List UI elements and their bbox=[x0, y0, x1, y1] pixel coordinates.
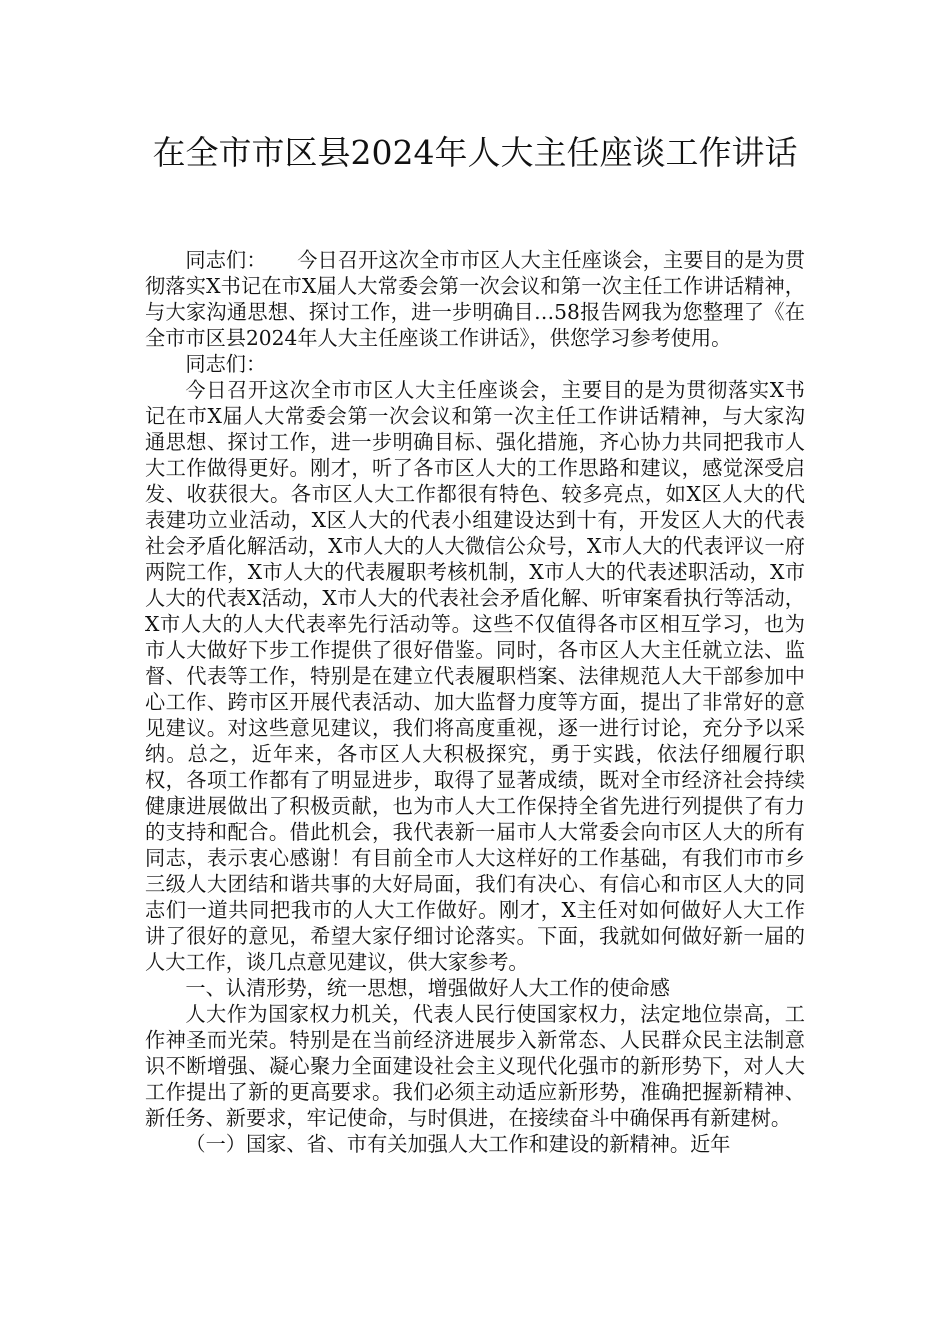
body-paragraph: 人大作为国家权力机关，代表人民行使国家权力，法定地位崇高，工作神圣而光荣。特别是在当前经济进展步入新常态、人民群众民主法制意识不断增强、凝心聚力全面建设社会主义现代化强市的新形势下，对人大工作提出了新的更高要求。我们必须主动适应新形势，准确把握新精神、新任务、新要求，牢记使命，与时俱进，在接续奋斗中确保再有新建树。 bbox=[145, 1002, 805, 1130]
document-title: 在全市市区县2024年人大主任座谈工作讲话 bbox=[152, 133, 798, 172]
section-heading: 一、认清形势，统一思想，增强做好人大工作的使命感 bbox=[185, 976, 670, 1000]
salutation: 同志们： bbox=[185, 352, 267, 376]
subsection-paragraph: （一）国家、省、市有关加强人大工作和建设的新精神。近年 bbox=[185, 1132, 731, 1156]
intro-paragraph: 同志们： 今日召开这次全市市区人大主任座谈会，主要目的是为贯彻落实X书记在市X届人大常委会第一次会议和第一次主任工作讲话精神，与大家沟通思想、探讨工作，进一步明确目…58报告网我为您整理了《在全市市区县2024年人大主任座谈工作讲话》，供您学习参考使用。 bbox=[145, 248, 805, 350]
document-body bbox=[145, 247, 805, 1157]
body-paragraph: 今日召开这次全市市区人大主任座谈会，主要目的是为贯彻落实X书记在市X届人大常委会第一次会议和第一次主任工作讲话精神，与大家沟通思想、探讨工作，进一步明确目标、强化措施，齐心协力共同把我市人大工作做得更好。刚才，听了各市区人大的工作思路和建议，感觉深受启发、收获很大。各市区人大工作都很有特色、较多亮点，如X区人大的代表建功立业活动，X区人大的代表小组建设达到十有，开发区人大的代表社会矛盾化解活动，X市人大的人大微信公众号，X市人大的代表评议一府两院工作，X市人大的代表履职考核机制，X市人大的代表述职活动，X市人大的代表X活动，X市人大的代表社会矛盾化解、听审案看执行等活动，X市人大的人大代表率先行活动等。这些不仅值得各市区相互学习，也为市人大做好下步工作提供了很好借鉴。同时，各市区人大主任就立法、监督、代表等工作，特别是在建立代表履职档案、法律规范人大干部参加中心工作、跨市区开展代表活动、加大监督力度等方面，提出了非常好的意见建议。对这些意见建议，我们将高度重视，逐一进行讨论，充分予以采纳。总之，近年来，各市区人大积极探究，勇于实践，依法仔细履行职权，各项工作都有了明显进步，取得了显著成绩，既对全市经济社会持续健康进展做出了积极贡献，也为市人大工作保持全省先进行列提供了有力的支持和配合。借此机会，我代表新一届市人大常委会向市区人大的所有同志，表示衷心感谢！有目前全市人大这样好的工作基础，有我们市市乡三级人大团结和谐共事的大好局面，我们有决心、有信心和市区人大的同志们一道共同把我市的人大工作做好。刚才，X主任对如何做好人大工作讲了很好的意见，希望大家仔细讨论落实。下面，我就如何做好新一届的人大工作，谈几点意见建议，供大家参考。 bbox=[145, 378, 805, 974]
